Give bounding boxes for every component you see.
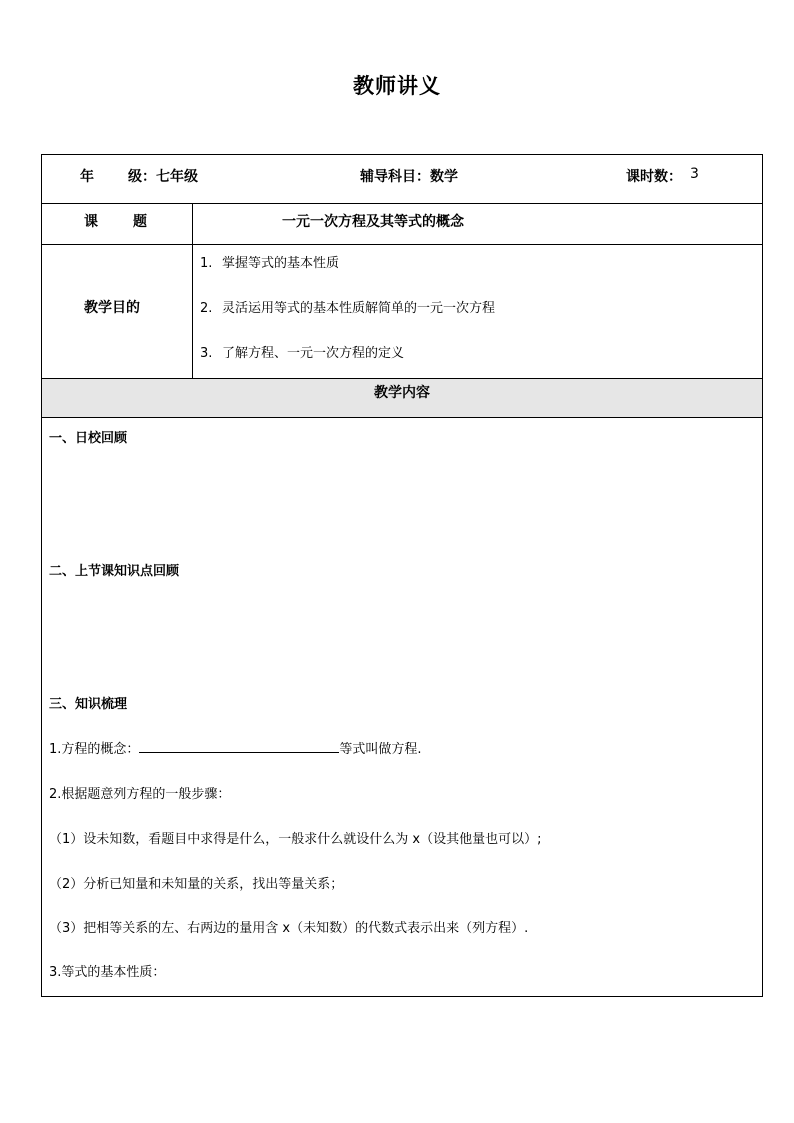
info-row: [42, 155, 762, 203]
goal-item: 3. 了解方程、一元一次方程的定义: [200, 346, 405, 361]
page-title: 教师讲义: [353, 73, 441, 98]
content-header: 教学内容: [42, 379, 762, 417]
concept-line: 1.方程的概念： 等式叫做方程.: [49, 742, 422, 757]
divider: [42, 417, 762, 418]
section-review: 一、日校回顾: [49, 431, 128, 446]
subject-value: 辅导科目：数学: [360, 169, 458, 185]
hours-value: 3: [690, 166, 699, 182]
step-2: （2）分析已知量和未知量的关系，找出等量关系；: [49, 877, 344, 892]
topic-label-a: 课: [84, 214, 98, 230]
answer-blank: [139, 740, 339, 753]
divider: [42, 244, 762, 245]
goals-label: 教学目的: [84, 300, 140, 316]
column-divider: [192, 203, 193, 379]
steps-title: 2.根据题意列方程的一般步骤：: [49, 787, 231, 802]
lesson-table: [41, 154, 763, 997]
section-last-lesson: 二、上节课知识点回顾: [49, 564, 180, 579]
step-1: （1）设未知数，看题目中求得是什么，一般求什么就设什么为 x（设其他量也可以）;: [49, 832, 542, 847]
grade-label: 年: [80, 169, 94, 185]
divider: [42, 203, 762, 204]
hours-label: 课时数：: [626, 169, 682, 185]
grade-value: 级：七年级: [128, 169, 198, 185]
section-knowledge: 三、知识梳理: [49, 697, 128, 712]
goal-item: 1. 掌握等式的基本性质: [200, 256, 340, 271]
step-3: （3）把相等关系的左、右两边的量用含 x（未知数）的代数式表示出来（列方程）.: [49, 921, 529, 936]
property-title: 3.等式的基本性质：: [49, 965, 166, 980]
topic-label-b: 题: [133, 214, 147, 230]
goal-item: 2. 灵活运用等式的基本性质解简单的一元一次方程: [200, 301, 496, 316]
topic-value: 一元一次方程及其等式的概念: [282, 214, 464, 230]
